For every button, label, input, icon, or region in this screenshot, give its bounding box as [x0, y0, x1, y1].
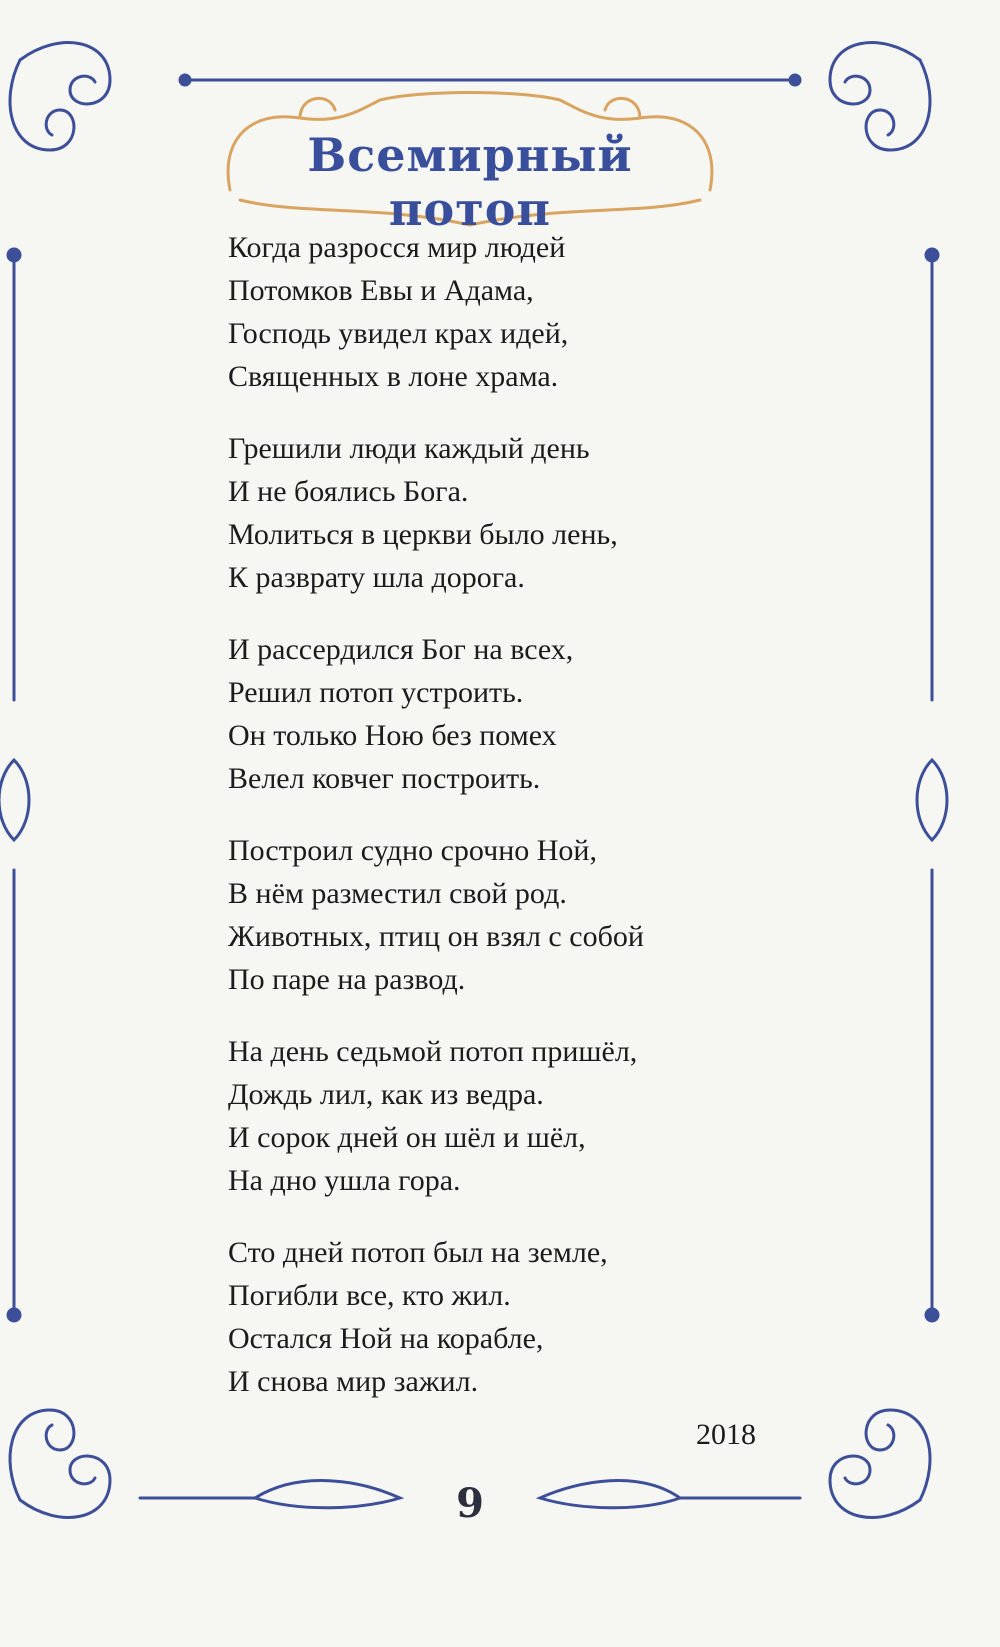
poem-line: Потомков Евы и Адама, — [228, 274, 534, 307]
poem-line: Велел ковчег построить. — [228, 762, 541, 795]
poem-line: И рассердился Бог на всех, — [228, 633, 574, 666]
stanza — [228, 1030, 788, 1202]
poem-line: И снова мир зажил. — [228, 1365, 479, 1398]
poem-line: Господь увидел крах идей, — [228, 317, 569, 350]
stanza — [228, 1231, 788, 1403]
poem-line: Грешили люди каждый день — [228, 432, 590, 465]
poem-title: Всемирный потоп — [307, 128, 633, 236]
page-number: 9 — [456, 1480, 484, 1527]
poem-line: В нём разместил свой род. — [228, 877, 567, 910]
poem-line: На дно ушла гора. — [228, 1164, 461, 1197]
poem-year: 2018 — [696, 1418, 756, 1451]
poem-line: Животных, птиц он взял с собой — [228, 920, 644, 953]
poem-line: И не боялись Бога. — [228, 475, 469, 508]
stanza — [228, 427, 788, 599]
poem-line: Сто дней потоп был на земле, — [228, 1236, 608, 1269]
poem-line: По паре на развод. — [228, 963, 466, 996]
poem-line: И сорок дней он шёл и шёл, — [228, 1121, 586, 1154]
stanza — [228, 829, 788, 1001]
stanza — [228, 628, 788, 800]
poem-body — [228, 226, 788, 1432]
poem-line: К разврату шла дорога. — [228, 561, 525, 594]
poem-line: Священных в лоне храма. — [228, 360, 559, 393]
poem-line: Остался Ной на корабле, — [228, 1322, 544, 1355]
poem-line: Дождь лил, как из ведра. — [228, 1078, 544, 1111]
stanza — [228, 226, 788, 398]
poem-line: На день седьмой потоп пришёл, — [228, 1035, 638, 1068]
poem-line: Он только Ною без помех — [228, 719, 557, 752]
poem-line: Когда разросся мир людей — [228, 231, 566, 264]
poem-line: Молиться в церкви было лень, — [228, 518, 618, 551]
poem-line: Решил потоп устроить. — [228, 676, 524, 709]
poem-line: Построил судно срочно Ной, — [228, 834, 597, 867]
poem-line: Погибли все, кто жил. — [228, 1279, 511, 1312]
